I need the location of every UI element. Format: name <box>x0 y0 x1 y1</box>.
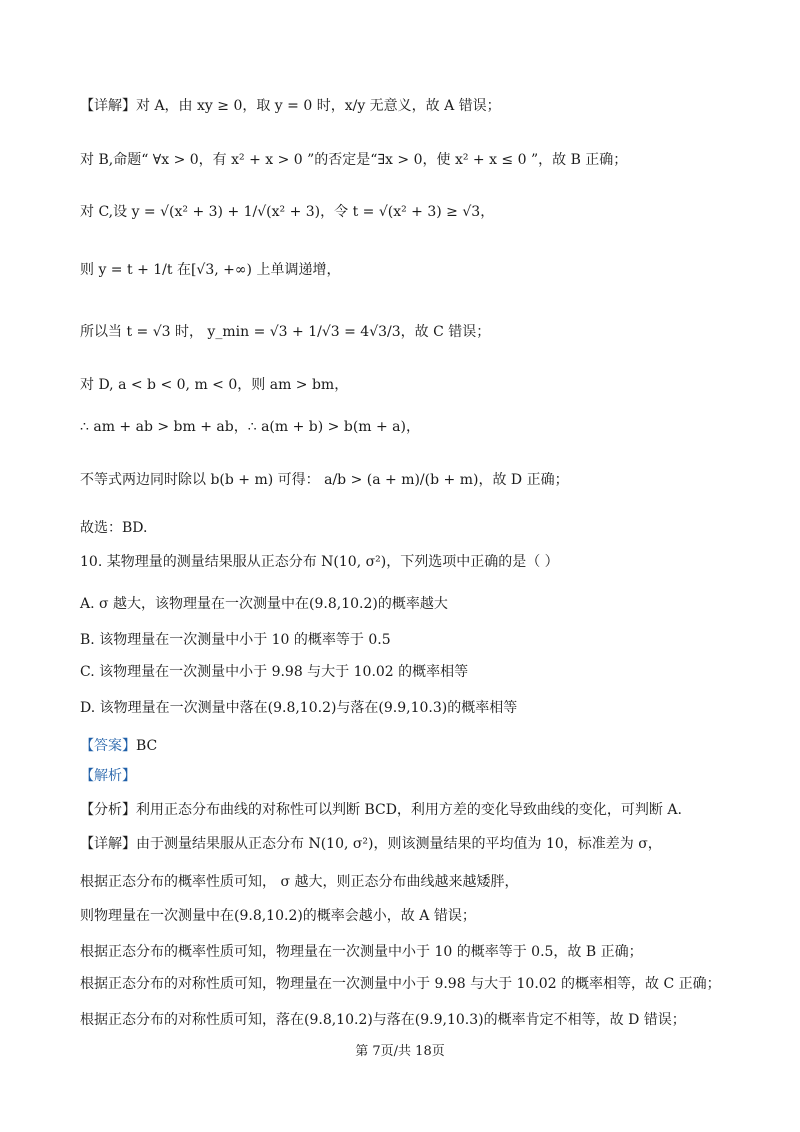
option-c: C. 该物理量在一次测量中小于 9.98 与大于 10.02 的概率相等 <box>80 664 469 680</box>
prev-solution-line-7: ∴ am + ab > bm + ab，∴ a(m + b) > b(m + a)， <box>80 419 420 435</box>
prev-solution-line-8: 不等式两边同时除以 b(b + m) 可得： a/b > (a + m)/(b + m)，故 D 正确； <box>80 472 569 488</box>
answer-value: BC <box>136 738 158 754</box>
solution-line-1: 【详解】由于测量结果服从正态分布 N(10, σ²)，则该测量结果的平均值为 10，标准差为 σ， <box>80 836 662 852</box>
prev-solution-line-4: 则 y = t + 1/t 在[√3, +∞) 上单调递增， <box>80 262 341 278</box>
analysis-heading: 【解析】 <box>80 768 136 784</box>
solution-line-4: 根据正态分布的概率性质可知，物理量在一次测量中小于 10 的概率等于 0.5，故 B 正确； <box>80 944 643 960</box>
answer-line <box>80 736 157 756</box>
prev-solution-line-3: 对 C,设 y = √(x² + 3) + 1/√(x² + 3)，令 t = √(x² + 3) ≥ √3， <box>80 204 495 220</box>
solution-line-5: 根据正态分布的对称性质可知，物理量在一次测量中小于 9.98 与大于 10.02 的概率相等，故 C 正确； <box>80 976 721 992</box>
solution-line-6: 根据正态分布的对称性质可知，落在(9.8,10.2)与落在(9.9,10.3)的概率肯定不相等，故 D 错误； <box>80 1012 686 1028</box>
prev-solution-line-2: 对 B,命题“ ∀x > 0，有 x² + x > 0 ”的否定是“∃x > 0，使 x² + x ≤ 0 ”，故 B 正确； <box>80 152 628 168</box>
prev-solution-line-5: 所以当 t = √3 时， y_min = √3 + 1/√3 = 4√3/3，故 C 错误； <box>80 324 491 340</box>
option-a: A. σ 越大，该物理量在一次测量中在(9.8,10.2)的概率越大 <box>80 596 448 612</box>
solution-line-2: 根据正态分布的概率性质可知， σ 越大，则正态分布曲线越来越矮胖， <box>80 874 519 890</box>
solution-line-3: 则物理量在一次测量中在(9.8,10.2)的概率会越小，故 A 错误； <box>80 908 476 924</box>
analysis-text: 【分析】利用正态分布曲线的对称性可以判断 BCD，利用方差的变化导致曲线的变化，可判断 A. <box>80 802 682 818</box>
prev-answer-choice: 故选：BD. <box>80 520 148 536</box>
prev-solution-line-1: 【详解】对 A，由 xy ≥ 0，取 y = 0 时，x/y 无意义，故 A 错误； <box>80 98 501 114</box>
option-b: B. 该物理量在一次测量中小于 10 的概率等于 0.5 <box>80 632 391 648</box>
question-stem: 10. 某物理量的测量结果服从正态分布 N(10, σ²)，下列选项中正确的是（ ） <box>80 554 559 570</box>
page-number: 第 7页/共 18页 <box>355 1044 445 1059</box>
answer-label: 【答案】 <box>80 738 136 754</box>
prev-solution-line-6: 对 D, a < b < 0, m < 0，则 am > bm， <box>80 377 349 393</box>
option-d: D. 该物理量在一次测量中落在(9.8,10.2)与落在(9.9,10.3)的概率相等 <box>80 700 518 716</box>
